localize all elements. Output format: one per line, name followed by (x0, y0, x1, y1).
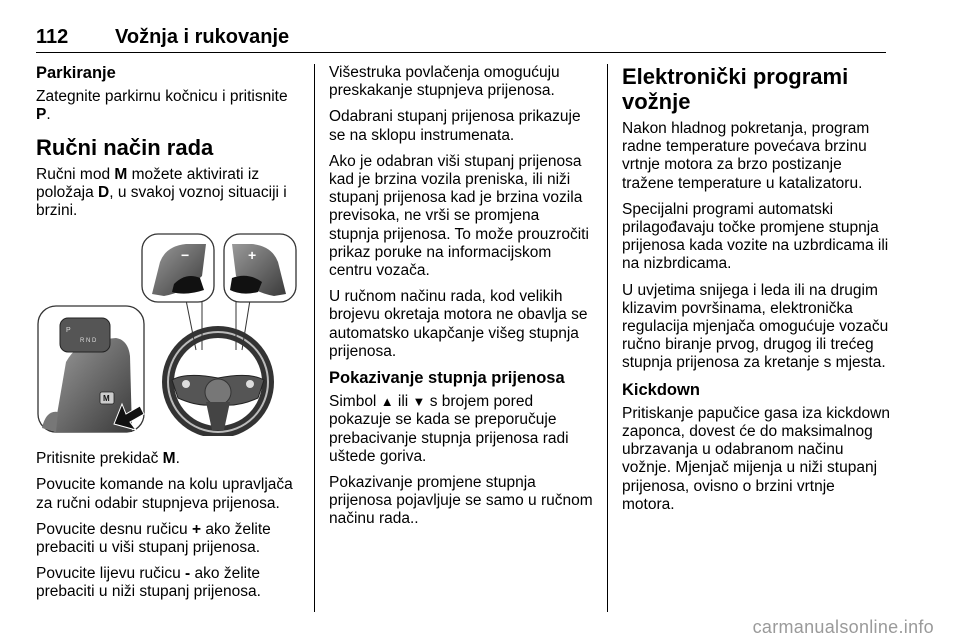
controls-paragraph: Povucite komande na kolu upravljača za ručni odabir stupnjeva prijenosa. (36, 476, 293, 512)
column-2 (329, 64, 593, 537)
manual-mode-paragraph: Ručni mod M možete aktivirati iz položaja D, u svakoj voznoj situaciji i brzini. (36, 165, 287, 220)
press-switch-paragraph: Pritisnite prekidač M. (36, 450, 180, 468)
page-number: 112 (36, 26, 69, 48)
m-switch-label: M (103, 394, 110, 404)
column-divider (607, 64, 608, 612)
gear-indication-heading: Pokazivanje stupnja prijenosa (329, 369, 565, 388)
steering-wheel-icon (168, 332, 268, 432)
kickdown-heading: Kickdown (622, 380, 700, 399)
paragraph: U uvjetima snijega i leda ili na drugim klizavim površinama, elektronička regulacija mjenjača omogućuje vozaču ručno biranje prvog, drugog ili trećeg stupnja prijenosa za kretanje s mjesta. (622, 281, 889, 372)
paragraph: Ako je odabran viši stupanj prijenosa kad je brzina vozila preniska, ili niži stupanj prijenosa kad je brzina vozila previsoka, ne vrši se promjena stupnja prijenosa. To može prouzročiti prikaz poruke na informacijskom centru vozača. (329, 152, 589, 280)
column-3 (622, 64, 890, 522)
right-paddle-paragraph: Povucite desnu ručicu + ako želite prebaciti u viši stupanj prijenosa. (36, 520, 271, 557)
triangle-up-icon: ▲ (380, 394, 394, 410)
chapter-title: Vožnja i rukovanje (115, 26, 290, 48)
paragraph: Specijalni programi automatski prilagođavaju točke promjene stupnja prijenosa kada vozite na uzbrdicama ili na nizbrdicama. (622, 200, 889, 273)
left-paddle-paragraph: Povucite lijevu ručicu - ako želite prebaciti u niži stupanj prijenosa. (36, 565, 261, 601)
paragraph: Pokazivanje promjene stupnja prijenosa pojavljuje se samo u ručnom načinu rada.. (329, 474, 593, 528)
paragraph: Višestruka povlačenja omogućuju preskakanje stupnjeva prijenosa. (329, 64, 560, 100)
svg-text:R N D: R N D (80, 338, 97, 345)
svg-text:P: P (66, 327, 71, 335)
page-header (36, 24, 886, 53)
symbol-paragraph: Simbol ▲ ili ▼ s brojem pored pokazuje se kada se preporučuje prebacivanje stupnja prijenosa radi uštede goriva. (329, 393, 569, 465)
paragraph: Pritiskanje papučice gasa iza kickdown zaponca, dovest će do maksimalnog ubrzavanja u odabranom načinu vožnje. Mjenjač mijenja u niži stupanj prijenosa, ovisno o brzini vrtnje motora. (622, 404, 890, 513)
paragraph: Nakon hladnog pokretanja, program radne temperature povećava brzinu vrtnje motora za brzo postizanje tražene temperature u katalizatoru. (622, 120, 870, 192)
plus-paddle-label: + (248, 247, 257, 264)
paragraph: U ručnom načinu rada, kod velikih brojevu okretaja motora ne obavlja se automatsko ukapčanje višeg stupnja prijenosa. (329, 288, 588, 360)
manual-mode-heading: Ručni način rada (36, 134, 214, 160)
gear-selector-illustration (36, 232, 298, 436)
paragraph: Odabrani stupanj prijenosa prikazuje se na sklopu instrumenata. (329, 108, 581, 144)
column-divider (314, 64, 315, 612)
electronic-programs-heading: Elektronički programi vožnje (622, 64, 849, 114)
minus-paddle-label: − (181, 247, 190, 264)
parking-heading: Parkiranje (36, 64, 116, 82)
parking-paragraph: Zategnite parkirnu kočnicu i pritisnite P. (36, 88, 288, 124)
watermark: carmanualsonline.info (752, 617, 934, 637)
column-1 (36, 64, 302, 610)
triangle-down-icon: ▼ (412, 394, 426, 410)
